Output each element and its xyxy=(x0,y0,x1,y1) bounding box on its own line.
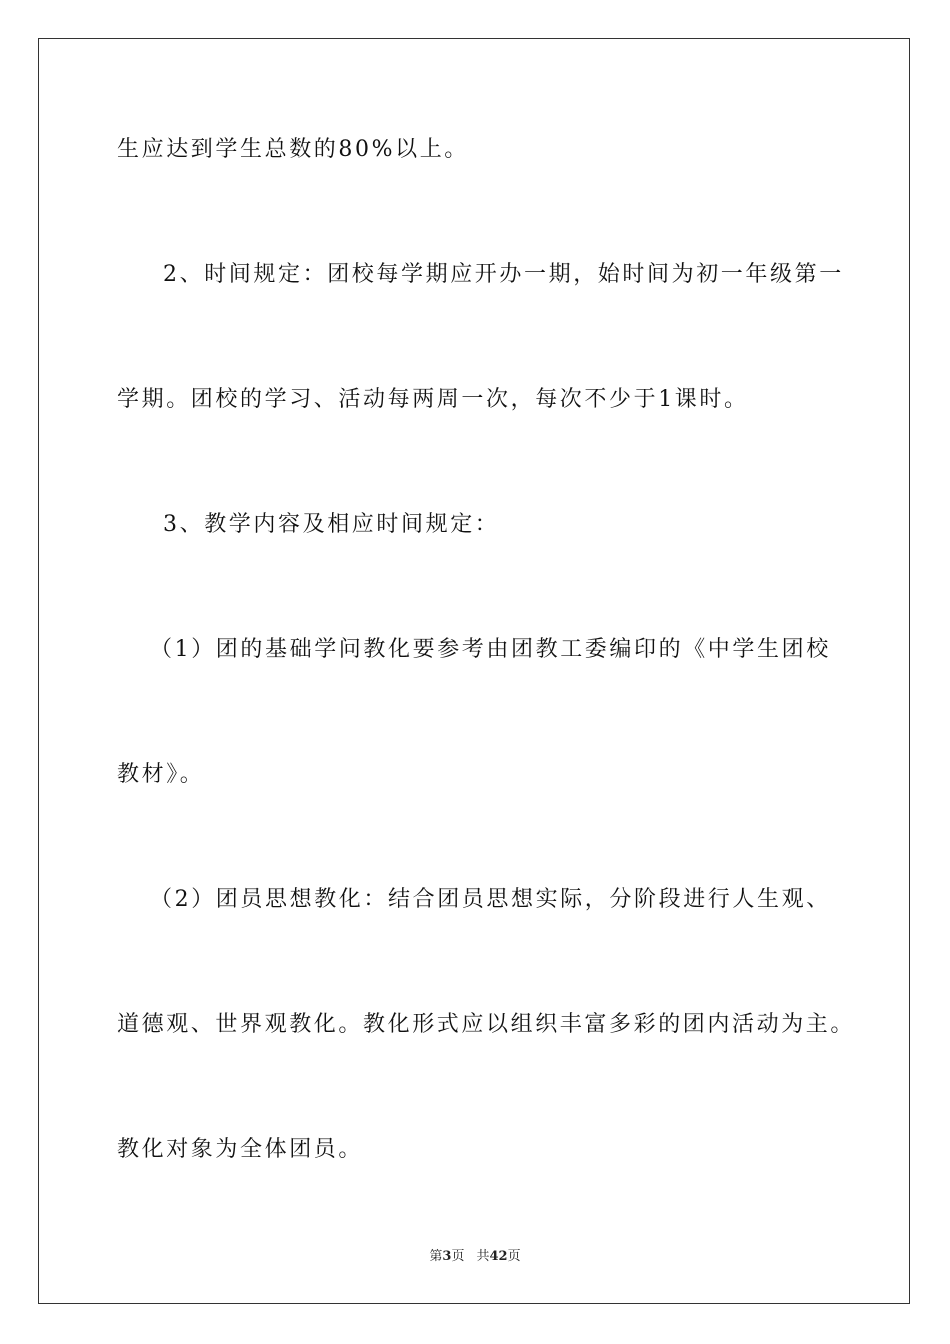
text-line-6: 教材》。 xyxy=(117,762,205,787)
page-number: 3 xyxy=(442,1249,452,1264)
text-line-7: （2）团员思想教化：结合团员思想实际，分阶段进行人生观、 xyxy=(150,887,831,912)
page-suffix: 页 xyxy=(451,1249,465,1264)
page-footer xyxy=(0,1248,950,1266)
page-prefix: 第 xyxy=(429,1249,443,1264)
text-line-3: 学期。团校的学习、活动每两周一次，每次不少于1课时。 xyxy=(117,387,749,412)
text-line-9: 教化对象为全体团员。 xyxy=(117,1137,364,1162)
text-line-5: （1）团的基础学问教化要参考由团教工委编印的《中学生团校 xyxy=(150,637,831,662)
text-line-2: 2、时间规定：团校每学期应开办一期，始时间为初一年级第一 xyxy=(163,262,844,287)
text-line-1: 生应达到学生总数的80%以上。 xyxy=(117,137,469,162)
total-prefix: 共 xyxy=(476,1249,490,1264)
text-line-4: 3、教学内容及相应时间规定： xyxy=(163,512,500,537)
total-suffix: 页 xyxy=(507,1249,521,1264)
text-line-8: 道德观、世界观教化。教化形式应以组织丰富多彩的团内活动为主。 xyxy=(117,1012,856,1037)
total-pages: 42 xyxy=(489,1249,508,1264)
page-border xyxy=(38,38,910,1304)
